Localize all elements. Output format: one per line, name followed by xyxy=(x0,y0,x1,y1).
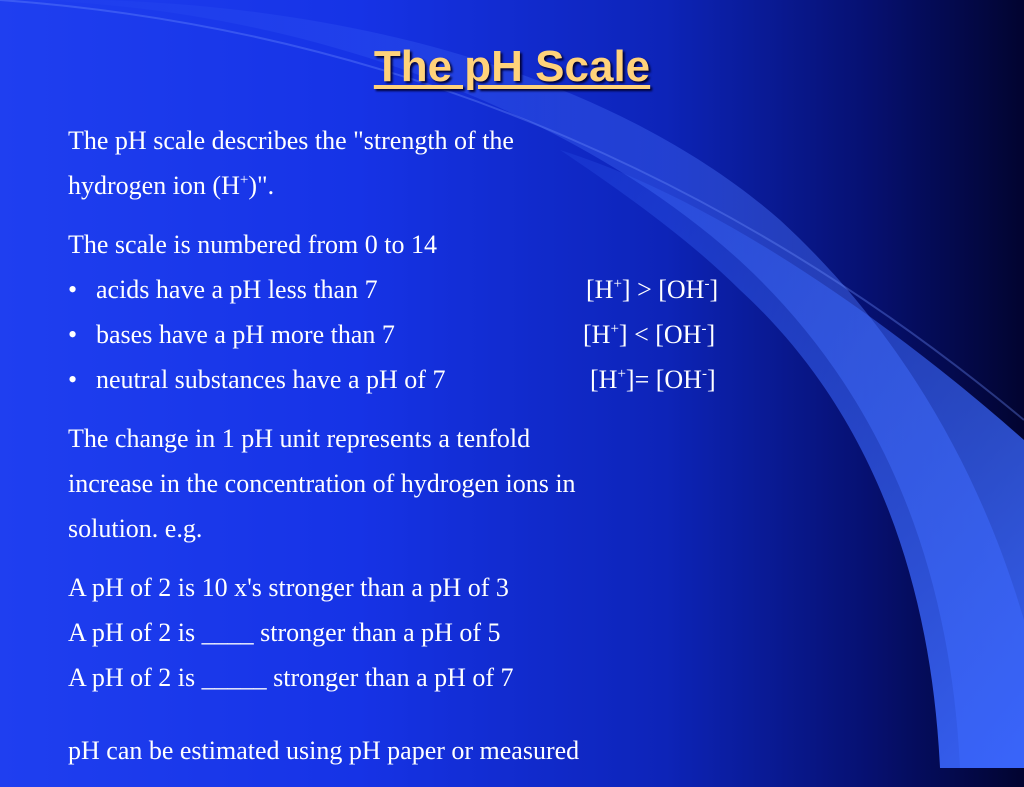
change-paragraph xyxy=(68,416,848,551)
intro-line-1: The pH scale describes the "strength of the xyxy=(68,126,514,155)
example-line-3: A pH of 2 is _____ stronger than a pH of 7 xyxy=(68,663,514,692)
bullet-acids-relation: [H+] > [OH-] xyxy=(586,275,719,304)
slide-title: The pH Scale xyxy=(373,42,651,91)
bullet-neutral-compare: = [OH xyxy=(634,365,702,394)
scale-paragraph xyxy=(68,222,848,402)
example-line-2: A pH of 2 is ____ stronger than a pH of 5 xyxy=(68,618,501,647)
bullet-dot: • xyxy=(68,275,78,304)
scale-heading: The scale is numbered from 0 to 14 xyxy=(68,230,437,259)
bullet-dot: • xyxy=(68,365,78,394)
bullet-neutral xyxy=(68,357,848,402)
example-line-1: A pH of 2 is 10 x's stronger than a pH of 3 xyxy=(68,573,509,602)
intro-line-2 xyxy=(68,163,848,208)
examples-paragraph xyxy=(68,565,848,700)
superscript-plus: + xyxy=(239,172,249,188)
bullet-bases xyxy=(68,312,848,357)
slide-body xyxy=(68,118,848,787)
footer-paragraph xyxy=(68,728,848,773)
intro-line-2-end: )". xyxy=(248,171,275,200)
bullet-bases-compare: < [OH xyxy=(634,320,702,349)
intro-line-2-start: hydrogen ion (H xyxy=(68,171,240,200)
bullet-dot: • xyxy=(68,320,78,349)
bullet-bases-text: bases have a pH more than 7 xyxy=(96,320,395,349)
intro-paragraph xyxy=(68,118,848,208)
change-line-3: solution. e.g. xyxy=(68,514,203,543)
change-line-1: The change in 1 pH unit represents a tenfold xyxy=(68,424,531,453)
bullet-neutral-relation: [H+]= [OH-] xyxy=(590,365,716,394)
bullet-acids-text: acids have a pH less than 7 xyxy=(96,275,378,304)
change-line-2: increase in the concentration of hydrogen ions in xyxy=(68,469,576,498)
bullet-acids-compare: > [OH xyxy=(637,275,705,304)
footer-line-partial: pH can be estimated using pH paper or measured xyxy=(68,736,580,765)
bullet-neutral-text: neutral substances have a pH of 7 xyxy=(96,365,446,394)
bullet-bases-relation: [H+] < [OH-] xyxy=(583,320,716,349)
bullet-acids xyxy=(68,267,848,312)
